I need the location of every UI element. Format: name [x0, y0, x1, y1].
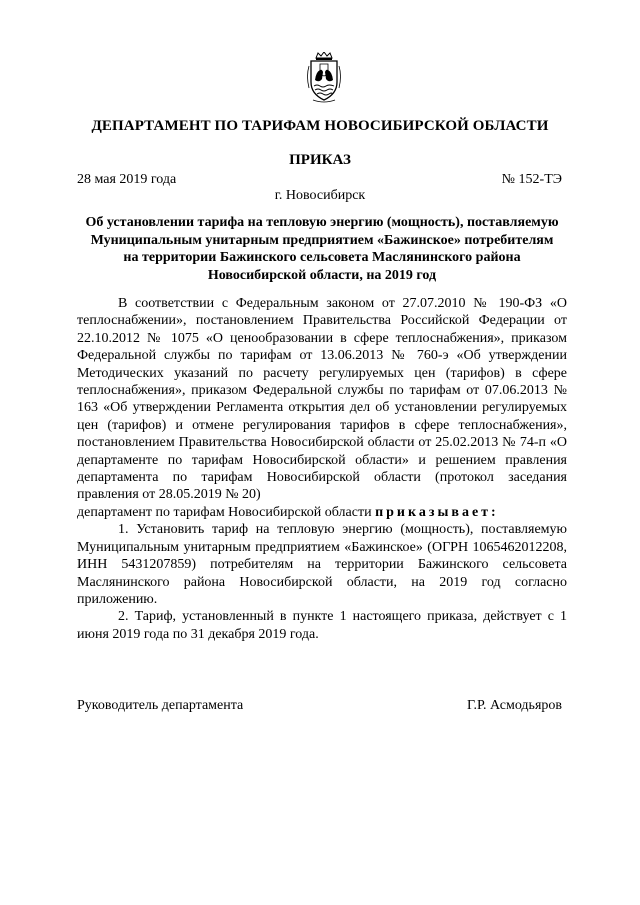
orders-line	[77, 504, 567, 521]
order-item-1: 1. Установить тариф на тепловую энергию (мощность), поставляемую Муниципальным унитарным предприятием «Бажинское» (ОГРН 1065462012208, ИНН 5431207859) потребителям на территории Бажинского сельсовета Маслянинского района Новосибирской области, на 2019 год согласно приложению.	[77, 522, 567, 607]
order-item-2: 2. Тариф, установленный в пункте 1 настоящего приказа, действует с 1 июня 2019 года по 31 декабря 2019 года.	[77, 609, 567, 642]
order-body	[77, 295, 567, 643]
order-date: 28 мая 2019 года	[77, 172, 177, 187]
subject-line: Новосибирской области, на 2019 год	[207, 267, 437, 283]
subject-line: Муниципальным унитарным предприятием «Бажинское» потребителям	[90, 232, 554, 248]
signatory-position: Руководитель департамента	[77, 698, 244, 713]
order-title: ПРИКАЗ	[289, 152, 351, 168]
order-city: г. Новосибирск	[274, 188, 366, 203]
coat-of-arms-icon	[303, 52, 345, 104]
preamble-paragraph: В соответствии с Федеральным законом от 27.07.2010 № 190-ФЗ «О теплоснабжении», постановлением Правительства Российской Федерации от 22.10.2012 № 1075 «О ценообразовании в сфере теплоснабжения», приказом Федеральной службы по тарифам от 13.06.2013 № 760-э «Об утверждении Методических указаний по расчету регулируемых цен (тарифов) в сфере теплоснабжения», приказом Федеральной службы по тарифам от 07.06.2013 № 163 «Об утверждении Регламента открытия дел об установлении регулируемых цен (тарифов) и отмене регулирования тарифов в сфере теплоснабжения», постановлением Правительства Новосибирской области от 25.02.2013 № 74-п «О департаменте по тарифам Новосибирской области» и решением правления департамента по тарифам Новосибирской области (протокол заседания правления от 28.05.2019 № 20)	[77, 296, 567, 503]
orders-word: приказывает:	[375, 504, 499, 520]
orders-prefix: департамент по тарифам Новосибирской области	[77, 504, 372, 520]
subject-line: на территории Бажинского сельсовета Маслянинского района	[123, 250, 521, 265]
order-number: № 152-ТЭ	[501, 172, 562, 187]
order-subject	[77, 214, 567, 284]
signatory-name: Г.Р. Асмодьяров	[466, 698, 562, 713]
subject-line: Об установлении тарифа на тепловую энергию (мощность), поставляемую	[85, 215, 559, 230]
department-title: ДЕПАРТАМЕНТ ПО ТАРИФАМ НОВОСИБИРСКОЙ ОБЛАСТИ	[91, 118, 549, 134]
